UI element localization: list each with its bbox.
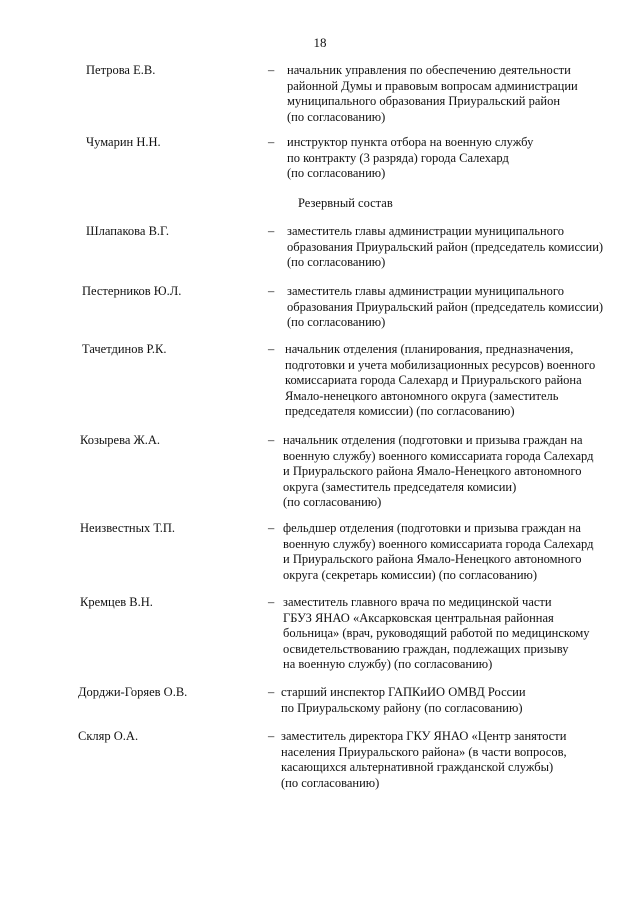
member-name: Кремцев В.Н. <box>80 595 153 609</box>
role-line: председателя комиссии) (по согласованию) <box>285 404 515 418</box>
member-name: Скляр О.А. <box>78 729 139 743</box>
role-line: (по согласованию) <box>281 775 380 790</box>
role-line: старший инспектор ГАПКиИО ОМВД России <box>281 685 526 699</box>
role-line: (по согласованию) <box>287 255 386 269</box>
member-role <box>281 729 611 791</box>
member-name: Петрова Е.В. <box>86 63 156 77</box>
member-name: Пестерников Ю.Л. <box>82 284 182 298</box>
role-line: населения Приуральского района» (в части вопросов, <box>281 744 567 759</box>
role-line: муниципального образования Приуральский район <box>287 94 561 108</box>
role-line: военную службу) военного комиссариата города Салехард <box>283 448 594 463</box>
role-line: заместитель директора ГКУ ЯНАО «Центр занятости <box>281 729 567 743</box>
role-line: на военную службу) (по согласованию) <box>283 657 493 671</box>
member-name: Козырева Ж.А. <box>80 433 160 447</box>
role-line: освидетельствованию граждан, подлежащих призыву <box>283 641 569 656</box>
role-line: округа (заместитель председателя комисии) <box>283 479 517 494</box>
member-role <box>283 595 613 673</box>
role-line: подготовки и учета мобилизационных ресурсов) военного <box>285 357 596 372</box>
dash: – <box>268 284 275 298</box>
role-line: начальник управления по обеспечению деятельности <box>287 63 571 77</box>
role-line: по Приуральскому району (по согласованию) <box>281 700 523 715</box>
member-role <box>287 135 617 182</box>
role-line: ГБУЗ ЯНАО «Аксарковская центральная районная <box>283 610 554 625</box>
role-line: (по согласованию) <box>287 315 386 329</box>
dash: – <box>268 63 275 77</box>
role-line: и Приуральского района Ямало-Ненецкого автономного <box>283 464 582 478</box>
role-line: по контракту (3 разряда) города Салехард <box>287 150 509 165</box>
member-name: Тачетдинов Р.К. <box>82 342 167 356</box>
role-line: заместитель главы администрации муниципального <box>287 284 564 298</box>
member-name: Дорджи-Горяев О.В. <box>78 685 188 699</box>
dash: – <box>268 135 275 149</box>
member-role <box>287 224 617 271</box>
dash: – <box>268 595 275 609</box>
role-line: образования Приуральский район (председатель комиссии) <box>287 239 604 254</box>
role-line: районной Думы и правовым вопросам администрации <box>287 78 578 93</box>
role-line: (по согласованию) <box>287 109 386 124</box>
role-line: округа (секретарь комиссии) (по согласованию) <box>283 567 538 582</box>
reserve-heading: Резервный состав <box>298 196 393 210</box>
role-line: начальник отделения (подготовки и призыва граждан на <box>283 433 583 447</box>
role-line: (по согласованию) <box>287 166 386 180</box>
member-name: Шлапакова В.Г. <box>86 224 169 238</box>
role-line: заместитель главного врача по медицинской части <box>283 595 552 609</box>
member-role <box>287 63 617 125</box>
role-line: образования Приуральский район (председатель комиссии) <box>287 299 604 314</box>
role-line: и Приуральского района Ямало-Ненецкого автономного <box>283 552 582 566</box>
role-line: больница» (врач, руководящий работой по медицинскому <box>283 626 590 640</box>
dash: – <box>268 521 275 535</box>
member-role <box>285 342 615 420</box>
dash: – <box>268 433 275 447</box>
member-role <box>283 433 613 511</box>
role-line: заместитель главы администрации муниципального <box>287 224 564 238</box>
member-role <box>283 521 613 583</box>
member-role <box>287 284 617 331</box>
role-line: Ямало-ненецкого автономного округа (заместитель <box>285 388 559 403</box>
role-line: комиссариата города Салехард и Приуральского района <box>285 373 582 387</box>
member-name: Неизвестных Т.П. <box>80 521 176 535</box>
role-line: касающихся альтернативной гражданской службы) <box>281 760 554 774</box>
dash: – <box>268 342 275 356</box>
dash: – <box>268 685 275 699</box>
member-name: Чумарин Н.Н. <box>86 135 161 149</box>
role-line: инструктор пункта отбора на военную службу <box>287 135 534 149</box>
member-role <box>281 685 611 716</box>
role-line: фельдшер отделения (подготовки и призыва граждан на <box>283 521 581 535</box>
role-line: военную службу) военного комиссариата города Салехард <box>283 536 594 551</box>
page-number: 18 <box>313 35 327 50</box>
dash: – <box>268 224 275 238</box>
dash: – <box>268 729 275 743</box>
role-line: начальник отделения (планирования, предназначения, <box>285 342 574 356</box>
role-line: (по согласованию) <box>283 495 382 509</box>
